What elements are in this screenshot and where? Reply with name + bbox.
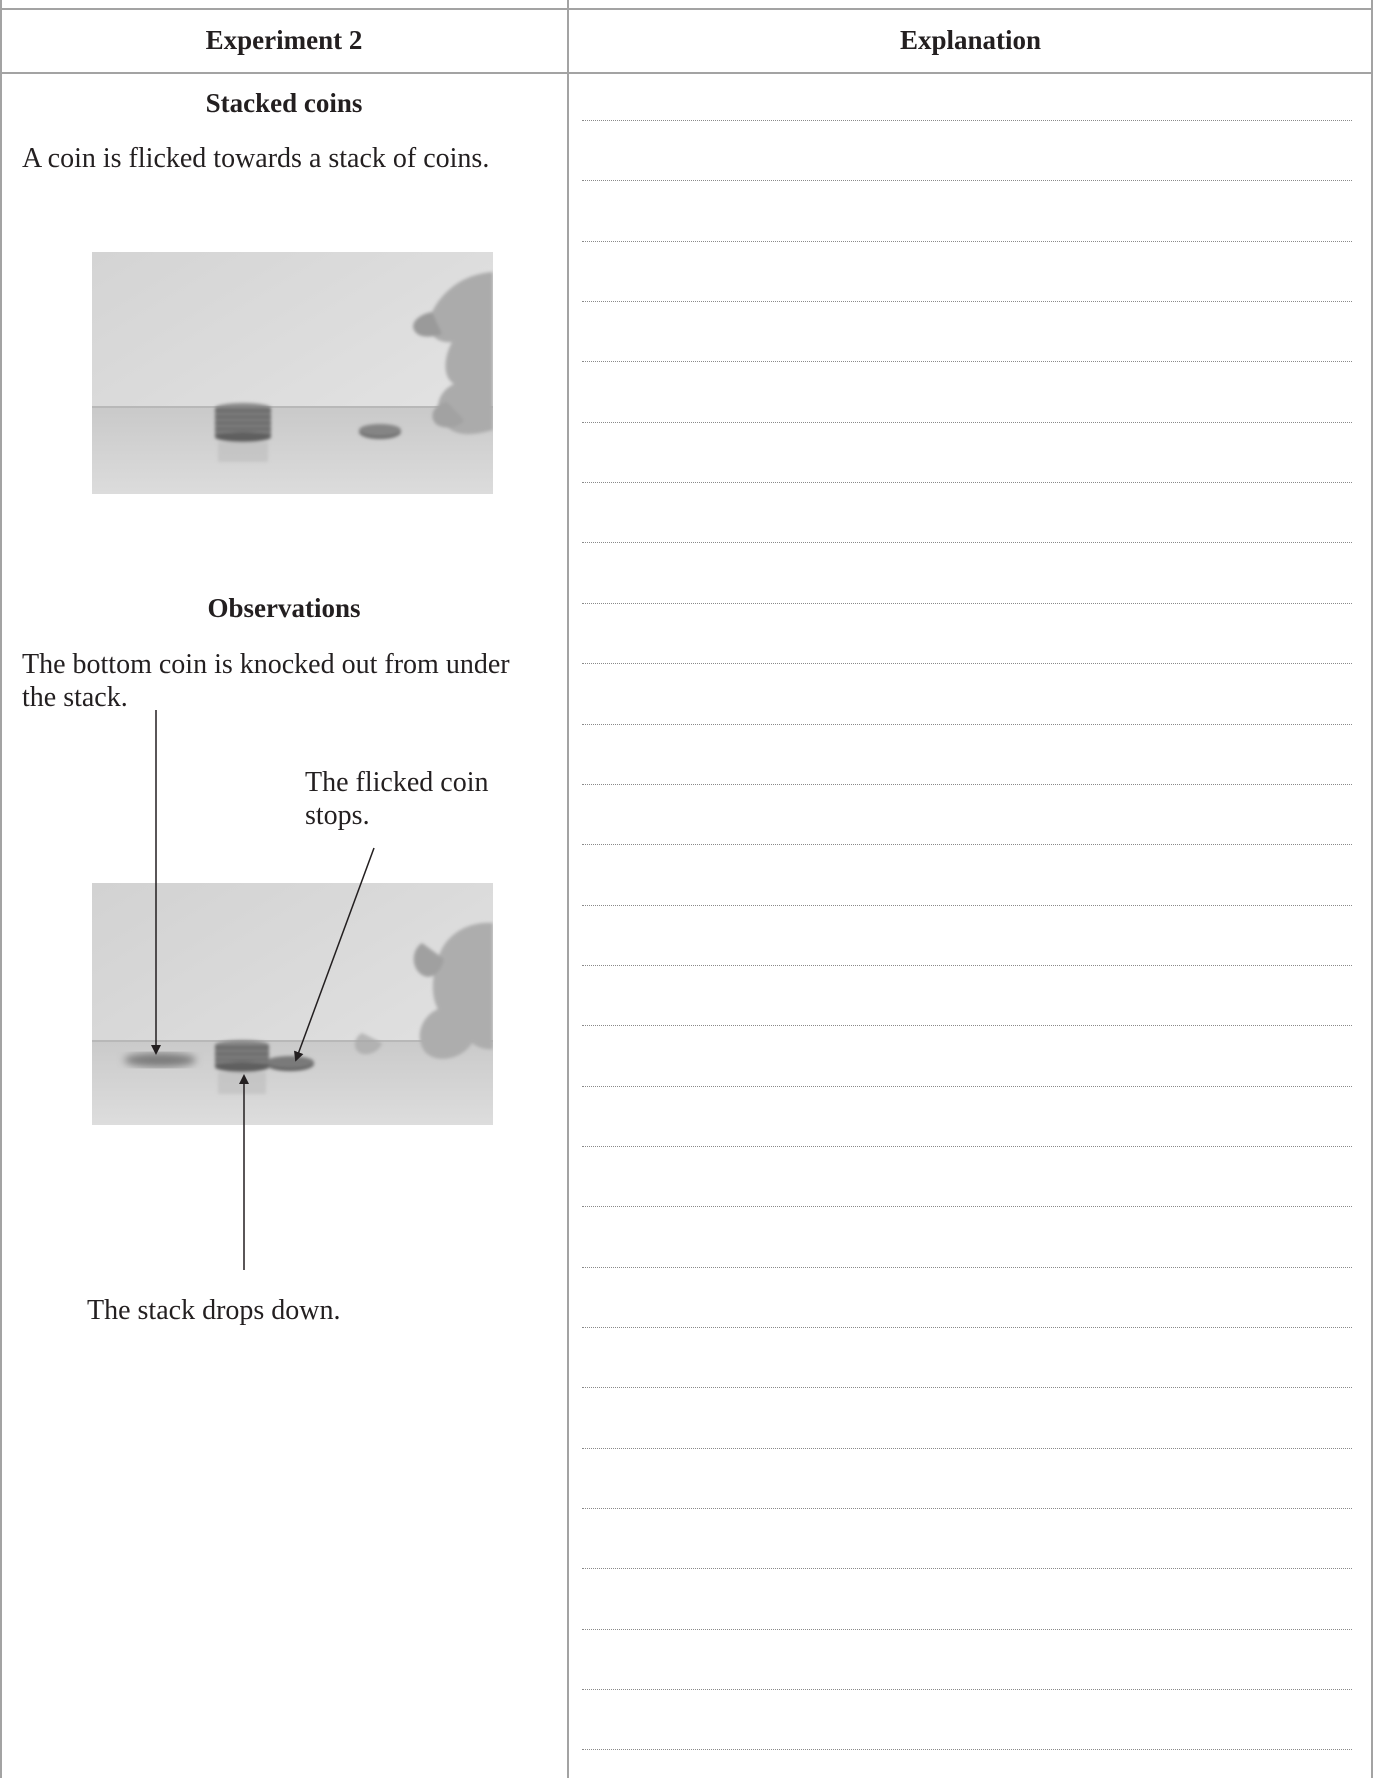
answer-line[interactable]: [582, 482, 1352, 483]
answer-line[interactable]: [582, 905, 1352, 906]
photo-after-flick: [92, 883, 493, 1125]
answer-line[interactable]: [582, 1267, 1352, 1268]
answer-line[interactable]: [582, 1568, 1352, 1569]
answer-line[interactable]: [582, 542, 1352, 543]
answer-line[interactable]: [582, 1327, 1352, 1328]
experiment-title: Stacked coins: [205, 88, 363, 118]
photo-before-flick: [92, 252, 493, 494]
observation-flicked-coin: The flicked coin stops.: [305, 767, 489, 831]
answer-line[interactable]: [582, 603, 1352, 604]
observation-bottom-coin: The bottom coin is knocked out from under the stack.: [22, 649, 510, 713]
answer-line[interactable]: [582, 361, 1352, 362]
answer-line[interactable]: [582, 1206, 1352, 1207]
answer-line[interactable]: [582, 1448, 1352, 1449]
experiment-column: [0, 0, 568, 1778]
answer-line[interactable]: [582, 724, 1352, 725]
header-experiment: Experiment 2: [205, 24, 363, 55]
answer-line[interactable]: [582, 422, 1352, 423]
answer-line[interactable]: [582, 180, 1352, 181]
answer-line[interactable]: [582, 784, 1352, 785]
answer-line[interactable]: [582, 1025, 1352, 1026]
answer-line[interactable]: [582, 663, 1352, 664]
answer-line[interactable]: [582, 1689, 1352, 1690]
answer-line[interactable]: [582, 241, 1352, 242]
observations-title: Observations: [207, 593, 361, 623]
answer-line[interactable]: [582, 965, 1352, 966]
header-explanation: Explanation: [899, 24, 1042, 55]
answer-line[interactable]: [582, 844, 1352, 845]
answer-line[interactable]: [582, 1387, 1352, 1388]
answer-line[interactable]: [582, 120, 1352, 121]
answer-line[interactable]: [582, 301, 1352, 302]
answer-line[interactable]: [582, 1749, 1352, 1750]
answer-line[interactable]: [582, 1508, 1352, 1509]
observation-stack: The stack drops down.: [87, 1295, 341, 1326]
answer-line[interactable]: [582, 1146, 1352, 1147]
experiment-description: A coin is flicked towards a stack of coins.: [22, 143, 490, 174]
answer-line[interactable]: [582, 1629, 1352, 1630]
answer-line[interactable]: [582, 1086, 1352, 1087]
